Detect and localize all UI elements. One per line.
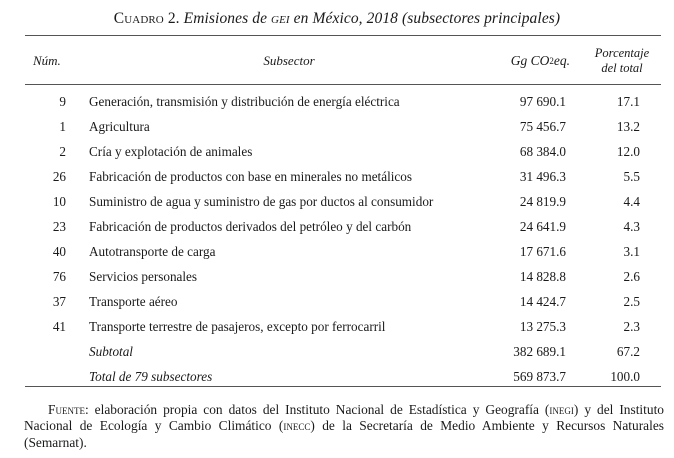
table-row — [0, 264, 674, 289]
cell-subsector: Fabricación de productos derivados del petróleo y del carbón — [89, 219, 412, 234]
header-gg-co2 — [490, 40, 570, 82]
cell-gg: 31 496.3 — [519, 169, 566, 184]
cell-num: 23 — [52, 219, 66, 234]
cell-num: 1 — [59, 119, 66, 134]
header-gg-suffix: eq. — [553, 53, 570, 68]
cell-pct: 2.5 — [623, 294, 640, 309]
table-row — [0, 114, 674, 139]
cell-num: 2 — [59, 144, 66, 159]
total-label: Total de 79 subsectores — [89, 369, 213, 384]
table-row — [0, 139, 674, 164]
cell-subsector: Suministro de agua y suministro de gas por ductos al consumidor — [89, 194, 434, 209]
cell-pct: 4.4 — [623, 194, 640, 209]
subtotal-row — [0, 339, 674, 364]
cell-subsector: Servicios personales — [89, 269, 198, 284]
cell-gg: 97 690.1 — [519, 94, 566, 109]
footnote-lead: Fuente: — [48, 402, 89, 417]
table-row — [0, 289, 674, 314]
header-gg-prefix: Gg CO — [510, 53, 550, 68]
cell-num: 9 — [59, 94, 66, 109]
cell-pct: 13.2 — [616, 119, 640, 134]
cell-subsector: Generación, transmisión y distribución de energía eléctrica — [89, 94, 400, 109]
table-row — [0, 189, 674, 214]
cell-subsector: Transporte terrestre de pasajeros, excepto por ferrocarril — [89, 319, 386, 334]
cell-subsector: Cría y explotación de animales — [89, 144, 253, 159]
header-num: Núm. — [33, 53, 61, 68]
table-row — [0, 239, 674, 264]
footnote-acronym-inecc: inecc — [283, 418, 311, 434]
cell-subsector: Transporte aéreo — [89, 294, 178, 309]
cell-pct: 2.3 — [623, 319, 640, 334]
cell-gg: 75 456.7 — [519, 119, 566, 134]
source-footnote — [24, 402, 664, 451]
cell-num: 10 — [52, 194, 66, 209]
subtotal-pct: 67.2 — [616, 344, 640, 359]
cell-num: 41 — [52, 319, 66, 334]
header-percentage — [584, 40, 660, 82]
cell-pct: 4.3 — [623, 219, 640, 234]
cell-gg: 17 671.6 — [519, 244, 566, 259]
cell-gg: 24 641.9 — [519, 219, 566, 234]
footnote-text-3: ) de la Secretaría de Medio Ambiente y Recursos Naturales (Semarnat). — [24, 418, 664, 450]
footnote-text-2: ) y del Instituto Nacional de Ecología y Cambio Climático ( — [24, 402, 664, 434]
cell-pct: 17.1 — [616, 94, 640, 109]
cell-num: 37 — [52, 294, 66, 309]
cell-pct: 5.5 — [623, 169, 640, 184]
footnote-text-1: elaboración propia con datos del Instituto Nacional de Estadística y Geografía ( — [88, 402, 550, 417]
total-pct: 100.0 — [610, 369, 640, 384]
footnote-acronym-inegi: inegi — [549, 402, 574, 417]
subtotal-gg: 382 689.1 — [513, 344, 566, 359]
total-gg: 569 873.7 — [513, 369, 566, 384]
cell-subsector: Fabricación de productos con base en minerales no metálicos — [89, 169, 412, 184]
cell-gg: 14 828.8 — [519, 269, 566, 284]
cell-pct: 2.6 — [623, 269, 640, 284]
header-pct-line2: del total — [601, 61, 643, 75]
caption-text-end: en México, 2018 (subsectores principales) — [289, 10, 561, 27]
cell-gg: 14 424.7 — [519, 294, 566, 309]
header-rule — [25, 84, 661, 85]
cell-subsector: Autotransporte de carga — [89, 244, 216, 259]
cell-pct: 12.0 — [616, 144, 640, 159]
table-row — [0, 314, 674, 339]
bottom-rule — [25, 386, 661, 387]
cell-gg: 68 384.0 — [519, 144, 566, 159]
table-row — [0, 89, 674, 114]
header-subsector: Subsector — [263, 53, 315, 68]
header-gg-subscript: 2 — [549, 56, 554, 66]
cell-num: 26 — [52, 169, 66, 184]
cell-gg: 13 275.3 — [519, 319, 566, 334]
table-number-label: Cuadro 2. — [113, 10, 180, 27]
caption-acronym: gei — [271, 10, 290, 27]
top-rule — [25, 35, 661, 36]
caption-text-start: Emisiones de — [183, 10, 272, 27]
cell-subsector: Agricultura — [89, 119, 150, 134]
cell-num: 76 — [52, 269, 66, 284]
table-row — [0, 164, 674, 189]
subtotal-label: Subtotal — [89, 344, 133, 359]
cell-pct: 3.1 — [623, 244, 640, 259]
table-title — [0, 8, 674, 30]
header-pct-line1: Porcentaje — [594, 46, 650, 60]
table-row — [0, 214, 674, 239]
table-caption — [184, 10, 561, 27]
cell-gg: 24 819.9 — [519, 194, 566, 209]
cell-num: 40 — [52, 244, 66, 259]
